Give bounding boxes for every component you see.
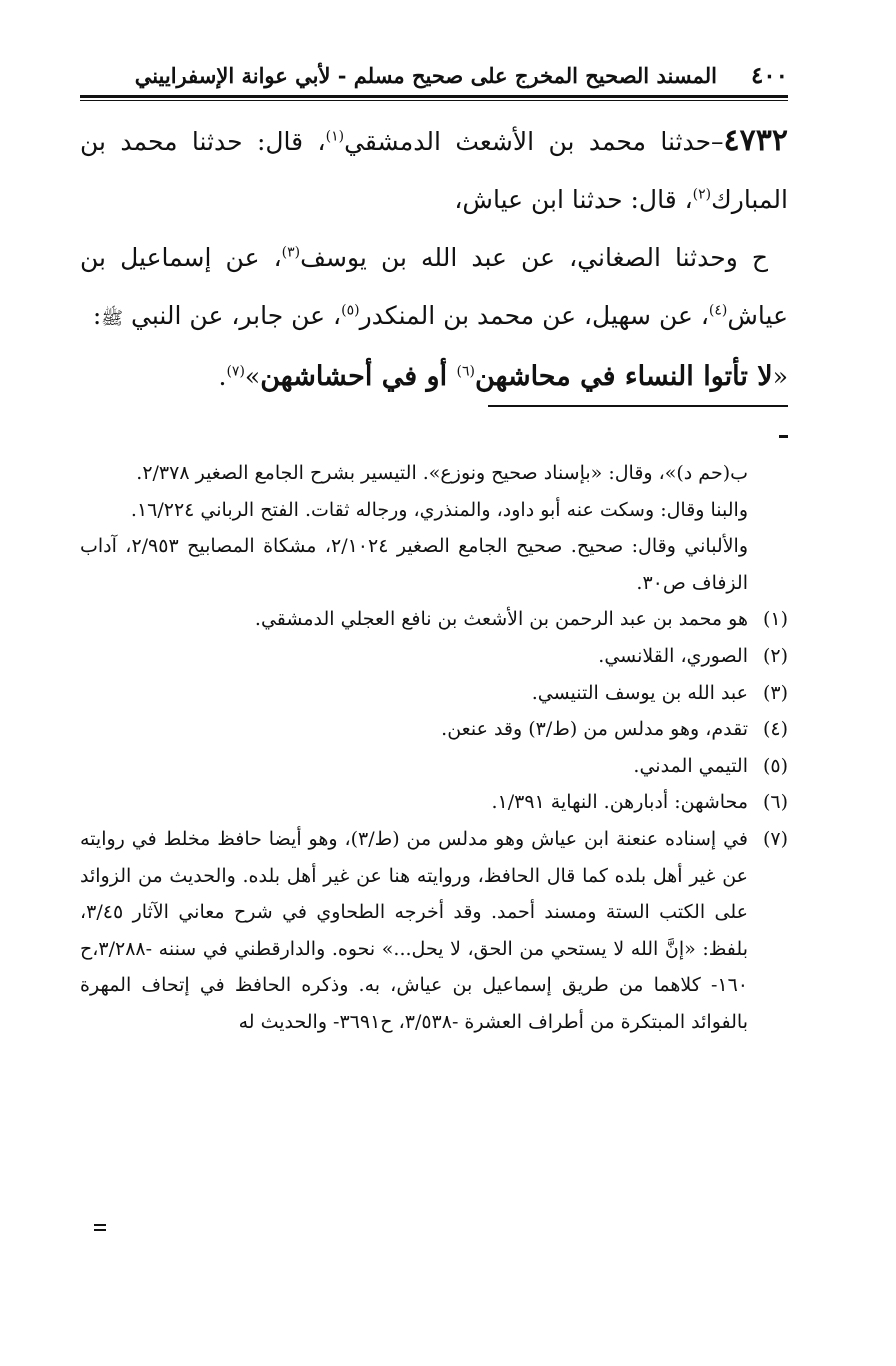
footnote-number: (١) [762, 608, 788, 631]
hadith-isnad-2: ح وحدثنا الصغاني، عن عبد الله بن يوسف$^{(٣)}$، عن إسماعيل بن عياش$^{(٤)}$، عن سهيل، عن محمد بن المنكدر$^{(٥)}$، عن جابر، عن النبي ﷺ: «لا تأتوا النساء في محاشهن$^{(٦)}$ أو في أحشاشهن»$^{(٧)}$. [80, 243, 788, 392]
footnote-number: (٦) [762, 791, 788, 814]
footnote-text: تقدم، وهو مدلس من (ط/٣) وقد عنعن. [441, 718, 748, 741]
footnote-5 [80, 748, 788, 785]
matn-quote: «لا تأتوا النساء في محاشهن$^{(٦)}$ أو في أحشاشهن»$^{(٧)}$. [218, 361, 788, 392]
honorific-glyph: ﷺ [101, 308, 124, 329]
footnote-text: عبد الله بن يوسف التنيسي. [531, 681, 748, 704]
hadith-number: ٤٧٣٢ [723, 123, 788, 158]
footnote-6 [80, 784, 788, 821]
footnote-continuation-line: ب(حم د)»، وقال: «بإسناد صحيح ونوزع». التيسير بشرح الجامع الصغير ٢/٣٧٨. [136, 462, 748, 484]
running-header [80, 62, 788, 89]
page-number: ٤٠٠ [750, 62, 788, 89]
hadith-isnad-1: ٤٧٣٢–حدثنا محمد بن الأشعث الدمشقي$^{(١)}$، قال: حدثنا محمد بن المبارك$^{(٢)}$، قال: حدثنا ابن عياش، [80, 123, 788, 214]
footnote-ref-4[interactable]: (٤) [708, 302, 728, 319]
footnote-text: التيمي المدني. [633, 754, 748, 777]
footnote-continuation-line: والألباني وقال: صحيح. صحيح الجامع الصغير ٢/١٠٢٤، مشكاة المصابيح ٢/٩٥٣، آداب الزفاف ص٣٠. [80, 535, 749, 594]
footnote-ref-7[interactable]: (٧) [226, 363, 245, 380]
footnote-number: (٥) [762, 754, 788, 777]
footnote-separator [488, 405, 788, 407]
footnote-text: محاشهن: أدبارهن. النهاية ١/٣٩١. [491, 791, 748, 814]
footnote-ref-3[interactable]: (٣) [281, 244, 301, 261]
footnote-text: هو محمد بن عبد الرحمن بن الأشعث بن نافع العجلي الدمشقي. [254, 608, 748, 631]
book-title: المسند الصحيح المخرج على صحيح مسلم - لأبي عوانة الإسفراييني [134, 63, 717, 88]
footnote-7 [80, 821, 788, 1041]
footnote-ref-1[interactable]: (١) [325, 128, 345, 145]
footnote-text: الصوري، القلانسي. [598, 644, 748, 667]
footnote-continuation-line: والبنا وقال: وسكت عنه أبو داود، والمنذري، ورجاله ثقات. الفتح الرباني ١٦/٢٢٤. [130, 498, 748, 521]
footnote-number: (٢) [762, 644, 788, 667]
hadith-text [80, 112, 788, 406]
continues-next-page-mark [94, 1224, 106, 1232]
continuation-mark [779, 435, 788, 438]
footnote-number: (٧) [762, 827, 788, 850]
header-rule-thin [80, 100, 788, 101]
footnote-3 [80, 675, 788, 712]
footnote-1 [80, 601, 788, 638]
footnote-text: في إسناده عنعنة ابن عياش وهو مدلس من (ط/٣)، وهو أيضا حافظ مخلط في روايته عن غير أهل بلده كما قال الحافظ، وروايته هنا عن غير أهل بلده. والحديث من الزوائد على الكتب الستة ومسند أحمد. وقد أخرجه الطحاوي في شرح معاني الآثار ٣/٤٥، بلفظ: «إنَّ الله لا يستحي من الحق، لا يحل...» نحوه. والدارقطني في سننه -٣/٢٨٨،ح ١٦٠- كلاهما من طريق إسماعيل بن عياش، به. وذكره الحافظ في إتحاف المهرة بالفوائد المبتكرة من أطراف العشرة -٣/٥٣٨، ح٣٦٩١- والحديث له [80, 827, 748, 1033]
footnote-number: (٣) [762, 681, 788, 704]
footnotes [80, 455, 788, 1041]
footnote-ref-5[interactable]: (٥) [341, 302, 360, 319]
footnote-2 [80, 638, 788, 675]
footnote-number: (٤) [762, 718, 788, 741]
footnote-4 [80, 711, 788, 748]
footnote-ref-2[interactable]: (٢) [692, 186, 712, 203]
header-rule-thick [80, 95, 788, 98]
footnote-ref-6[interactable]: (٦) [456, 363, 475, 380]
